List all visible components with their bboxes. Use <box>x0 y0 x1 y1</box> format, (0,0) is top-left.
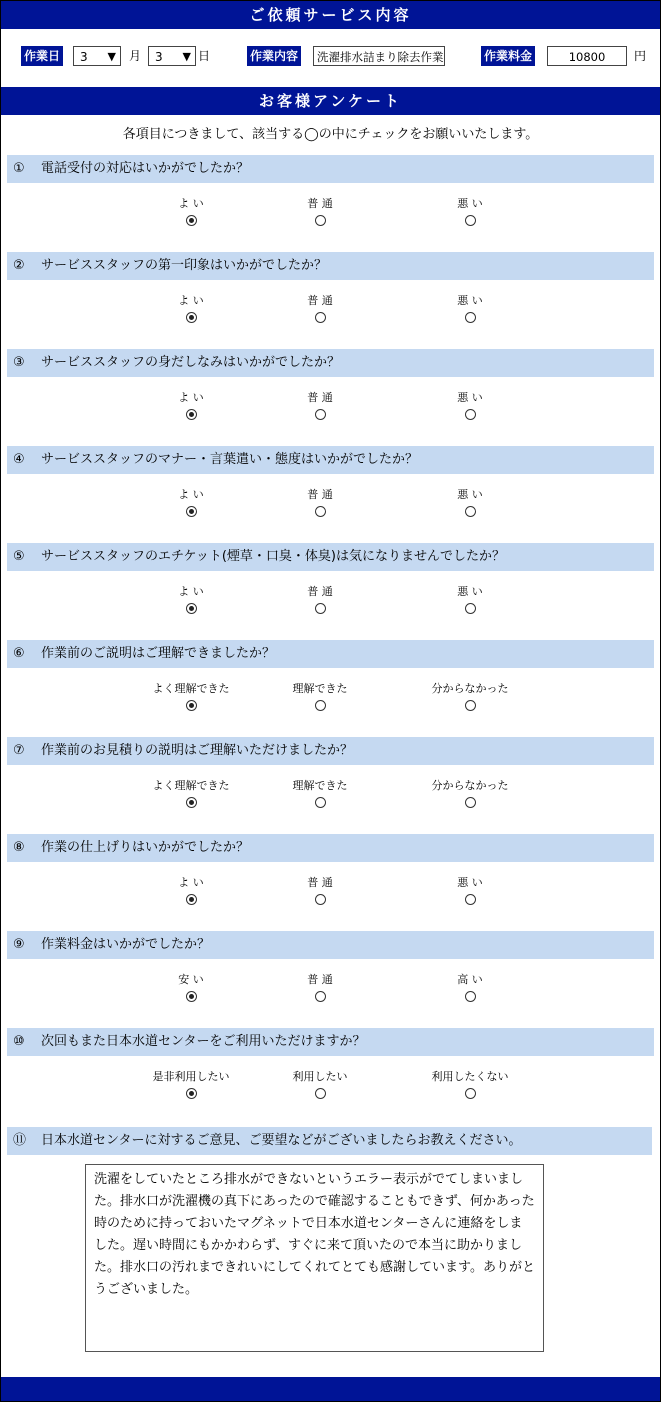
option-label: 普 通 <box>307 391 333 404</box>
answer-option[interactable] <box>126 1070 256 1099</box>
question-header <box>7 252 654 280</box>
radio-checked-icon[interactable] <box>186 797 197 808</box>
question-number: ⑩ <box>13 1034 25 1049</box>
answer-options <box>7 1056 654 1125</box>
question-header <box>7 543 654 571</box>
day-unit: 日 <box>198 49 211 63</box>
option-label: 普 通 <box>307 488 333 501</box>
option-label: 普 通 <box>307 585 333 598</box>
radio-unchecked-icon[interactable] <box>315 700 326 711</box>
answer-option[interactable] <box>126 197 256 226</box>
radio-unchecked-icon[interactable] <box>465 894 476 905</box>
radio-checked-icon[interactable] <box>186 894 197 905</box>
radio-unchecked-icon[interactable] <box>465 1088 476 1099</box>
radio-unchecked-icon[interactable] <box>315 215 326 226</box>
answer-options <box>7 474 654 543</box>
option-label: 普 通 <box>307 973 333 986</box>
radio-unchecked-icon[interactable] <box>315 797 326 808</box>
question-8 <box>7 834 654 931</box>
question-number: ⑨ <box>13 937 25 952</box>
option-label: よ い <box>178 391 204 404</box>
answer-option[interactable] <box>255 1070 385 1099</box>
option-label: よく理解できた <box>152 779 230 792</box>
service-section-title: ご依頼サービス内容 <box>1 1 660 29</box>
question-number: ① <box>13 161 25 176</box>
option-label: 悪 い <box>457 876 483 889</box>
question-4 <box>7 446 654 543</box>
radio-unchecked-icon[interactable] <box>315 1088 326 1099</box>
radio-unchecked-icon[interactable] <box>315 506 326 517</box>
question-number: ⑦ <box>13 743 25 758</box>
question-number: ⑪ <box>13 1133 27 1148</box>
answer-option[interactable] <box>126 488 256 517</box>
question-3 <box>7 349 654 446</box>
question-text: サービススタッフのエチケット(煙草・口臭・体臭)は気になりませんでしたか？ <box>41 549 505 564</box>
option-label: 悪 い <box>457 197 483 210</box>
survey-intro: 各項目につきまして、該当する◯の中にチェックをお願いいたします。 <box>122 127 539 142</box>
day-value: 3 <box>155 50 163 64</box>
option-label: 分からなかった <box>431 682 509 695</box>
option-label: 理解できた <box>292 779 348 792</box>
question-text: 日本水道センターに対するご意見、ご要望などがございましたらお教えください。 <box>41 1133 522 1148</box>
answer-option[interactable] <box>255 779 385 808</box>
fee-unit: 円 <box>634 49 647 63</box>
option-label: よく理解できた <box>152 682 230 695</box>
option-label: 利用したくない <box>431 1070 509 1083</box>
option-label: 是非利用したい <box>152 1070 230 1083</box>
question-header <box>7 349 654 377</box>
radio-unchecked-icon[interactable] <box>465 215 476 226</box>
radio-checked-icon[interactable] <box>186 603 197 614</box>
option-label: 悪 い <box>457 294 483 307</box>
chevron-down-icon: ▼ <box>182 50 191 63</box>
question-header <box>7 640 654 668</box>
question-text: 作業の仕上げりはいかがでしたか？ <box>41 840 250 855</box>
question-number: ⑧ <box>13 840 25 855</box>
option-label: よ い <box>178 197 204 210</box>
radio-unchecked-icon[interactable] <box>465 506 476 517</box>
answer-options <box>7 959 654 1028</box>
option-label: 分からなかった <box>431 779 509 792</box>
answer-option[interactable] <box>255 682 385 711</box>
answer-option[interactable] <box>126 585 256 614</box>
radio-checked-icon[interactable] <box>186 215 197 226</box>
radio-unchecked-icon[interactable] <box>315 991 326 1002</box>
question-number: ④ <box>13 452 25 467</box>
question-9 <box>7 931 654 1028</box>
work-date-label: 作業日 <box>21 46 63 66</box>
answer-options <box>7 377 654 446</box>
question-header <box>7 931 654 959</box>
question-number: ⑤ <box>13 549 25 564</box>
option-label: よ い <box>178 294 204 307</box>
question-7 <box>7 737 654 834</box>
answer-options <box>7 571 654 640</box>
service-details-row <box>1 29 660 87</box>
question-header <box>7 834 654 862</box>
option-label: よ い <box>178 876 204 889</box>
question-2 <box>7 252 654 349</box>
answer-option[interactable] <box>126 682 256 711</box>
radio-unchecked-icon[interactable] <box>315 409 326 420</box>
question-text: サービススタッフのマナー・言葉遣い・態度はいかがでしたか？ <box>41 452 419 467</box>
answer-option[interactable] <box>405 585 535 614</box>
work-fee-label: 作業料金 <box>481 46 535 66</box>
question-text: 作業料金はいかがでしたか？ <box>41 937 211 952</box>
answer-option[interactable] <box>405 488 535 517</box>
question-6 <box>7 640 654 737</box>
option-label: 安 い <box>178 973 204 986</box>
answer-option[interactable] <box>405 391 535 420</box>
answer-option[interactable] <box>255 876 385 905</box>
option-label: 普 通 <box>307 294 333 307</box>
chevron-down-icon: ▼ <box>107 50 116 63</box>
radio-checked-icon[interactable] <box>186 1088 197 1099</box>
question-text: 次回もまた日本水道センターをご利用いただけますか？ <box>41 1034 366 1049</box>
option-label: 普 通 <box>307 197 333 210</box>
option-label: 悪 い <box>457 585 483 598</box>
question-header <box>7 1028 654 1056</box>
radio-unchecked-icon[interactable] <box>465 797 476 808</box>
question-text: サービススタッフの第一印象はいかがでしたか？ <box>41 258 328 273</box>
answer-option[interactable] <box>405 682 535 711</box>
day-select[interactable] <box>148 46 196 66</box>
option-label: 悪 い <box>457 488 483 501</box>
question-number: ③ <box>13 355 25 370</box>
radio-checked-icon[interactable] <box>186 506 197 517</box>
radio-unchecked-icon[interactable] <box>465 603 476 614</box>
answer-option[interactable] <box>405 779 535 808</box>
option-label: よ い <box>178 488 204 501</box>
answer-option[interactable] <box>405 197 535 226</box>
answer-option[interactable] <box>255 197 385 226</box>
option-label: 理解できた <box>292 682 348 695</box>
work-fee-field[interactable]: 10800 <box>547 46 627 66</box>
question-text: 作業前のご説明はご理解できましたか？ <box>41 646 276 661</box>
footer-bar <box>1 1377 660 1401</box>
option-label: 高 い <box>457 973 483 986</box>
radio-unchecked-icon[interactable] <box>315 603 326 614</box>
question-header <box>7 446 654 474</box>
question-1 <box>7 155 654 252</box>
question-11 <box>7 1127 652 1155</box>
radio-unchecked-icon[interactable] <box>465 700 476 711</box>
work-content-label: 作業内容 <box>247 46 301 66</box>
answer-option[interactable] <box>255 973 385 1002</box>
radio-checked-icon[interactable] <box>186 312 197 323</box>
answer-option[interactable] <box>126 973 256 1002</box>
question-10 <box>7 1028 654 1125</box>
survey-section-title: お客様アンケート <box>1 87 660 115</box>
option-label: 普 通 <box>307 876 333 889</box>
question-header <box>7 155 654 183</box>
question-text: サービススタッフの身だしなみはいかがでしたか？ <box>41 355 341 370</box>
radio-unchecked-icon[interactable] <box>465 312 476 323</box>
comment-textarea[interactable]: 洗濯をしていたところ排水ができないというエラー表示がでてしまいました。排水口が洗濯機の真下にあったので確認することもできず、何かあった時のために持っておいたマグネットで日本水道センターさんに連絡をしました。遅い時間にもかかわらず、すぐに来て頂いたので本当に助かりました。排水口の汚れまできれいにしてくれてとても感謝しています。ありがとうございました。 <box>85 1164 544 1352</box>
answer-options <box>7 183 654 252</box>
radio-checked-icon[interactable] <box>186 991 197 1002</box>
radio-checked-icon[interactable] <box>186 409 197 420</box>
radio-checked-icon[interactable] <box>186 700 197 711</box>
answer-option[interactable] <box>405 876 535 905</box>
answer-option[interactable] <box>255 488 385 517</box>
answer-option[interactable] <box>255 585 385 614</box>
option-label: 悪 い <box>457 391 483 404</box>
radio-unchecked-icon[interactable] <box>465 409 476 420</box>
question-text: 電話受付の対応はいかがでしたか？ <box>41 161 250 176</box>
question-header <box>7 1127 652 1155</box>
month-value: 3 <box>80 50 88 64</box>
option-label: 利用したい <box>292 1070 348 1083</box>
question-list <box>1 155 660 1125</box>
month-select[interactable] <box>73 46 121 66</box>
question-text: 作業前のお見積りの説明はご理解いただけましたか？ <box>41 743 354 758</box>
radio-unchecked-icon[interactable] <box>315 894 326 905</box>
answer-option[interactable] <box>405 1070 535 1099</box>
answer-option[interactable] <box>255 294 385 323</box>
answer-option[interactable] <box>405 294 535 323</box>
question-number: ⑥ <box>13 646 25 661</box>
answer-option[interactable] <box>255 391 385 420</box>
answer-options <box>7 765 654 834</box>
question-5 <box>7 543 654 640</box>
month-unit: 月 <box>129 49 142 63</box>
radio-unchecked-icon[interactable] <box>465 991 476 1002</box>
answer-options <box>7 862 654 931</box>
work-content-field[interactable]: 洗濯排水詰まり除去作業 <box>313 46 445 66</box>
answer-option[interactable] <box>126 391 256 420</box>
answer-option[interactable] <box>126 779 256 808</box>
answer-option[interactable] <box>126 876 256 905</box>
answer-options <box>7 280 654 349</box>
answer-option[interactable] <box>405 973 535 1002</box>
answer-option[interactable] <box>126 294 256 323</box>
answer-options <box>7 668 654 737</box>
radio-unchecked-icon[interactable] <box>315 312 326 323</box>
question-header <box>7 737 654 765</box>
option-label: よ い <box>178 585 204 598</box>
question-number: ② <box>13 258 25 273</box>
